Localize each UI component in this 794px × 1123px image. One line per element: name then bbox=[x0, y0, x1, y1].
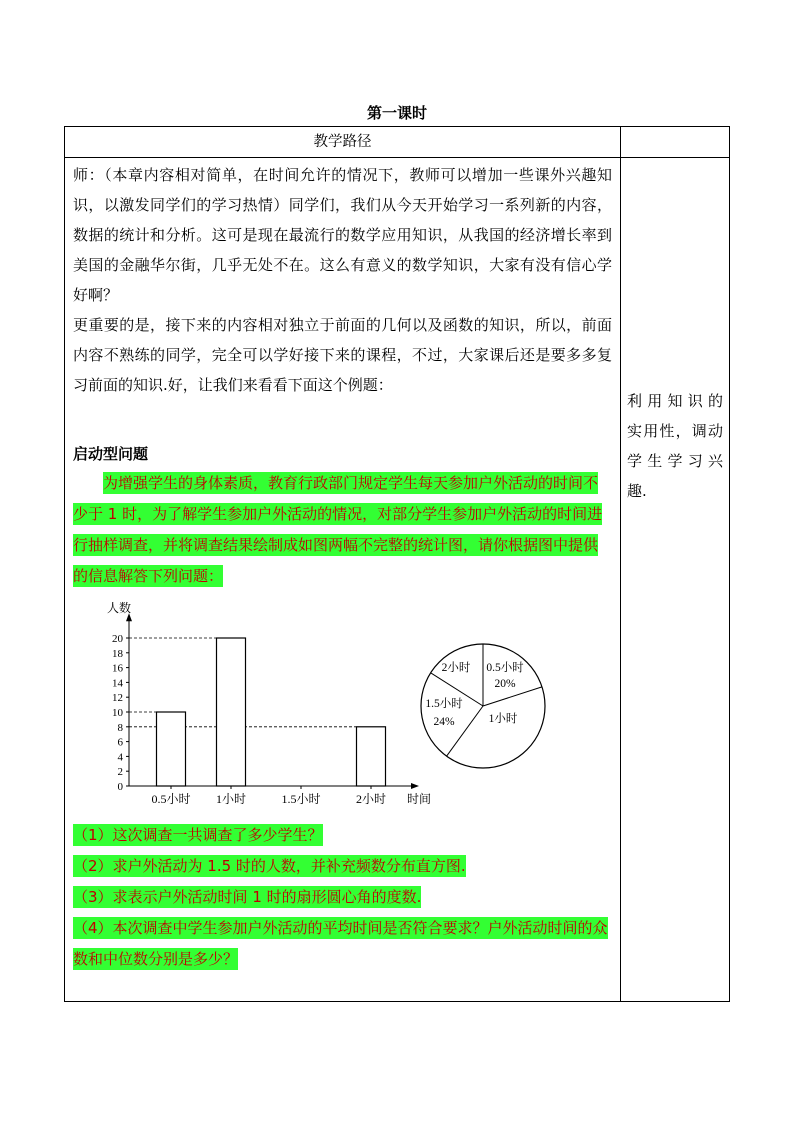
question-3 bbox=[73, 882, 612, 913]
y-tick-label: 12 bbox=[112, 692, 123, 705]
x-tick-label: 1.5小时 bbox=[281, 792, 321, 806]
y-tick-label: 8 bbox=[117, 721, 123, 734]
section-heading: 启动型问题 bbox=[73, 445, 149, 463]
header-notes bbox=[621, 127, 730, 158]
y-tick-label: 6 bbox=[117, 736, 123, 749]
x-axis-label: 时间 bbox=[406, 792, 432, 806]
side-note-line-4: 趣. bbox=[627, 481, 647, 500]
question-2 bbox=[73, 851, 612, 882]
question-4 bbox=[73, 913, 612, 975]
intro-paragraph-1: 师：（本章内容相对简单，在时间允许的情况下，教师可以增加一些课外兴趣知识，以激发同学们的学习热情）同学们，我们从今天开始学习一系列新的内容，数据的统计和分析。这可是现在最流行的数学应用知识，从我国的经济增长率到美国的金融华尔街，几乎无处不在。这么有意义的数学知识，大家有没有信心学好啊？ bbox=[73, 166, 612, 304]
pie-slice-label: 0.5小时 bbox=[486, 662, 524, 674]
y-axis-label: 人数 bbox=[106, 601, 132, 616]
y-tick-label: 2 bbox=[117, 766, 123, 779]
page-title: 第一课时 bbox=[366, 104, 427, 122]
question-3-text: （3）求表示户外活动时间 1 时的扇形圆心角的度数. bbox=[73, 888, 422, 906]
pie-slice-label: 1小时 bbox=[488, 713, 518, 725]
pie-slice-percent: 24% bbox=[433, 716, 455, 728]
histogram-chart bbox=[95, 600, 435, 816]
pie-slice-label: 2小时 bbox=[441, 662, 471, 674]
table-body-row bbox=[65, 158, 730, 1002]
pie-slice-label: 1.5小时 bbox=[425, 698, 463, 710]
y-tick-label: 4 bbox=[117, 751, 123, 764]
y-tick-label: 16 bbox=[112, 662, 123, 675]
question-1-text: （1）这次调查一共调查了多少学生？ bbox=[73, 826, 323, 844]
side-note-line-2: 实用性，调动 bbox=[627, 421, 723, 440]
question-1 bbox=[73, 820, 612, 851]
question-2-text: （2）求户外活动为 1.5 时的人数，并补充频数分布直方图. bbox=[73, 857, 466, 875]
problem-statement bbox=[73, 468, 612, 592]
y-tick-label: 10 bbox=[112, 707, 123, 719]
x-tick-label: 0.5小时 bbox=[151, 792, 191, 806]
bar bbox=[217, 638, 246, 786]
table-header-row bbox=[65, 127, 730, 158]
notes-cell bbox=[621, 158, 730, 1002]
side-note-line-1: 利用知识的 bbox=[627, 391, 723, 410]
intro-paragraph-2: 更重要的是，接下来的内容相对独立于前面的几何以及函数的知识，所以，前面内容不熟练的同学，完全可以学好接下来的课程，不过，大家课后还是要多多复习前面的知识.好，让我们来看看下面这个例题： bbox=[73, 316, 612, 394]
y-tick-label: 20 bbox=[112, 633, 123, 645]
x-axis-arrow bbox=[411, 783, 419, 789]
x-tick-label: 1小时 bbox=[215, 792, 247, 806]
main-content-cell bbox=[65, 158, 621, 1002]
y-tick-label: 18 bbox=[112, 647, 123, 660]
bar bbox=[357, 727, 386, 786]
charts-area bbox=[65, 600, 620, 816]
pie-slice-percent: 20% bbox=[494, 678, 516, 690]
header-teaching-path: 教学路径 bbox=[65, 127, 621, 158]
side-note-line-3: 学生学习兴 bbox=[627, 451, 723, 470]
side-note bbox=[621, 386, 729, 506]
y-tick-label: 14 bbox=[112, 677, 123, 690]
y-tick-label: 0 bbox=[117, 781, 123, 793]
lesson-table bbox=[64, 126, 730, 1002]
bar bbox=[157, 712, 186, 786]
pie-chart bbox=[413, 636, 553, 776]
question-4-text: （4）本次调查中学生参加户外活动的平均时间是否符合要求？户外活动时间的众数和中位数分别是多少？ bbox=[73, 919, 608, 968]
problem-text: 为增强学生的身体素质，教育行政部门规定学生每天参加户外活动的时间不少于 1 时，为了解学生参加户外活动的情况，对部分学生参加户外活动的时间进行抽样调查，并将调查结果绘制成如图两幅不完整的统计图，请你根据图中提供的信息解答下列问题： bbox=[73, 474, 603, 585]
x-tick-label: 2小时 bbox=[355, 792, 387, 806]
